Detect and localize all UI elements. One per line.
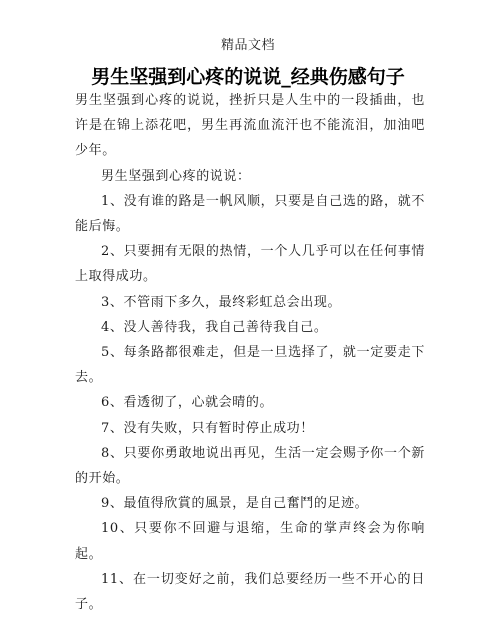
list-item: 1、没有谁的路是一帆风顺，只要是自己选的路，就不能后悔。 [75,193,425,235]
list-item: 2、只要拥有无限的热情，一个人几乎可以在任何事情上取得成功。 [75,244,425,285]
list-item: 10、只要你不回避与退缩，生命的掌声终会为你响起。 [75,521,425,562]
list-item: 7、没有失败，只有暂时停止成功！ [101,420,314,436]
section-heading: 男生坚强到心疼的说说： [101,168,251,184]
list-item: 9、最值得欣賞的風景，是自己奮鬥的足迹。 [101,496,369,512]
document-body [75,88,425,617]
list-item: 5、每条路都很难走，但是一旦选择了，就一定要走下去。 [75,345,425,386]
document-header-label: 精品文档 [220,38,275,53]
document-title: 男生坚强到心疼的说说_经典伤感句子 [91,66,405,88]
list-item: 6、看透彻了，心就会晴的。 [101,395,274,411]
list-item: 4、没人善待我，我自己善待我自己。 [101,319,328,335]
list-item: 8、只要你勇敢地说出再见，生活一定会赐予你一个新的开始。 [75,445,425,487]
list-item: 11、在一切变好之前，我们总要经历一些不开心的日子。 [75,571,425,613]
intro-paragraph: 男生坚强到心疼的说说，挫折只是人生中的一段插曲，也许是在锦上添花吧，男生再流血流汗也不能流泪，加油吧少年。 [75,93,425,159]
list-item: 3、不管雨下多久，最终彩虹总会出现。 [101,294,342,310]
